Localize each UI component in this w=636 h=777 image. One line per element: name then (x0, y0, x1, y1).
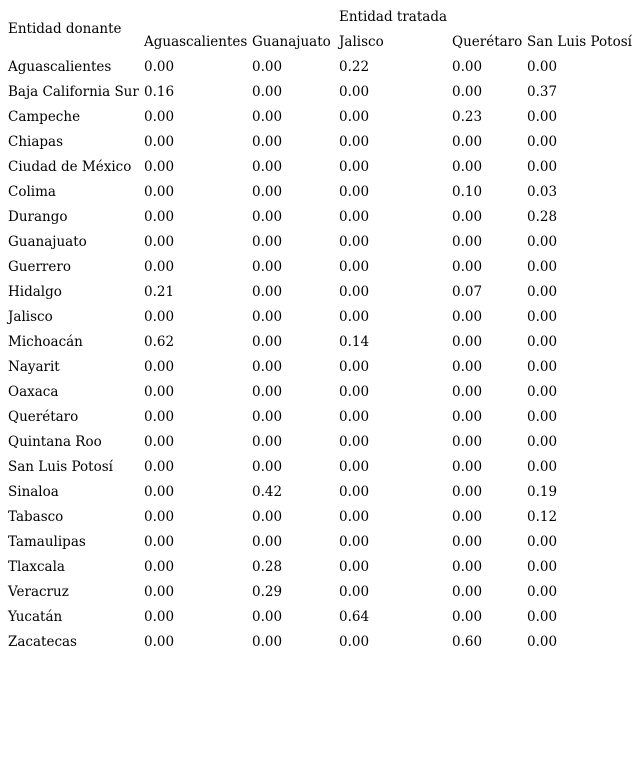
weight-value: 0.00 (452, 159, 483, 175)
weight-value: 0.42 (252, 484, 283, 500)
donor-entity-name: Guerrero (8, 259, 71, 275)
weight-value: 0.12 (527, 509, 558, 525)
weight-value: 0.00 (527, 259, 558, 275)
weight-value: 0.00 (527, 534, 558, 550)
donor-entity-name: Michoacán (8, 334, 83, 350)
weight-value: 0.00 (452, 334, 483, 350)
table-row (0, 230, 636, 255)
weight-value: 0.00 (252, 159, 283, 175)
weight-value: 0.00 (527, 59, 558, 75)
weight-value: 0.00 (252, 184, 283, 200)
table-row (0, 505, 636, 530)
weight-value: 0.62 (144, 334, 175, 350)
weight-value: 0.03 (527, 184, 558, 200)
weight-value: 0.00 (252, 309, 283, 325)
weight-value: 0.00 (339, 134, 370, 150)
table-row (0, 555, 636, 580)
table-row (0, 530, 636, 555)
weight-value: 0.00 (452, 309, 483, 325)
weight-value: 0.00 (527, 309, 558, 325)
donor-entity-name: Tabasco (8, 509, 64, 525)
weight-value: 0.00 (144, 259, 175, 275)
donor-entity-name: Quintana Roo (8, 434, 102, 450)
weight-value: 0.00 (144, 584, 175, 600)
weight-value: 0.00 (527, 559, 558, 575)
weight-value: 0.00 (144, 484, 175, 500)
donor-entity-name: Ciudad de México (8, 159, 132, 175)
donor-entity-name: Durango (8, 209, 68, 225)
weight-value: 0.22 (339, 59, 370, 75)
weight-value: 0.00 (452, 59, 483, 75)
weight-value: 0.00 (252, 209, 283, 225)
weight-value: 0.00 (144, 209, 175, 225)
column-header-queretaro: Querétaro (452, 34, 523, 50)
table-row (0, 80, 636, 105)
weight-value: 0.00 (144, 409, 175, 425)
table-row (0, 205, 636, 230)
weight-value: 0.00 (339, 359, 370, 375)
column-header-san-luis-potosi: San Luis Potosí (527, 34, 632, 50)
weight-value: 0.00 (144, 59, 175, 75)
donor-entity-name: Oaxaca (8, 384, 59, 400)
weight-value: 0.00 (252, 509, 283, 525)
weight-value: 0.00 (527, 159, 558, 175)
weight-value: 0.28 (527, 209, 558, 225)
weight-value: 0.00 (452, 484, 483, 500)
weight-value: 0.00 (252, 384, 283, 400)
table-row (0, 155, 636, 180)
donor-entity-name: Jalisco (8, 309, 53, 325)
weight-value: 0.00 (527, 234, 558, 250)
weight-value: 0.00 (527, 109, 558, 125)
weight-value: 0.00 (252, 259, 283, 275)
weight-value: 0.00 (252, 534, 283, 550)
weight-value: 0.00 (339, 634, 370, 650)
weight-value: 0.00 (452, 509, 483, 525)
table-row (0, 405, 636, 430)
weight-value: 0.00 (452, 384, 483, 400)
weight-value: 0.00 (252, 609, 283, 625)
donor-entity-name: Hidalgo (8, 284, 62, 300)
donor-entity-name: Querétaro (8, 409, 79, 425)
weight-value: 0.00 (452, 359, 483, 375)
weight-value: 0.00 (452, 409, 483, 425)
weight-value: 0.00 (339, 559, 370, 575)
weight-value: 0.00 (527, 584, 558, 600)
weight-value: 0.00 (339, 309, 370, 325)
weight-value: 0.00 (527, 609, 558, 625)
donor-entity-name: Colima (8, 184, 56, 200)
table-row (0, 55, 636, 80)
table-row (0, 630, 636, 655)
weight-value: 0.00 (144, 509, 175, 525)
weight-value: 0.00 (452, 559, 483, 575)
donor-entity-name: Yucatán (8, 609, 63, 625)
table-row (0, 130, 636, 155)
weight-value: 0.00 (144, 384, 175, 400)
weight-value: 0.00 (452, 209, 483, 225)
treated-entity-group-header: Entidad tratada (339, 9, 448, 25)
weight-value: 0.00 (527, 359, 558, 375)
weight-value: 0.00 (527, 384, 558, 400)
weight-value: 0.23 (452, 109, 483, 125)
weight-value: 0.19 (527, 484, 558, 500)
weight-value: 0.07 (452, 284, 483, 300)
weight-value: 0.00 (252, 109, 283, 125)
donor-entity-name: Nayarit (8, 359, 60, 375)
table-row (0, 105, 636, 130)
weight-value: 0.00 (339, 584, 370, 600)
table-row (0, 380, 636, 405)
table-row (0, 355, 636, 380)
weight-value: 0.37 (527, 84, 558, 100)
weight-value: 0.00 (144, 109, 175, 125)
table-row (0, 305, 636, 330)
weight-value: 0.00 (452, 534, 483, 550)
weight-value: 0.00 (452, 609, 483, 625)
weight-value: 0.14 (339, 334, 370, 350)
weight-value: 0.00 (339, 434, 370, 450)
table-row (0, 430, 636, 455)
weight-value: 0.00 (452, 434, 483, 450)
weight-value: 0.00 (339, 384, 370, 400)
donor-entity-name: Zacatecas (8, 634, 77, 650)
table-row (0, 455, 636, 480)
weight-value: 0.00 (339, 284, 370, 300)
weight-value: 0.00 (144, 534, 175, 550)
weight-value: 0.21 (144, 284, 175, 300)
donor-entity-name: Guanajuato (8, 234, 87, 250)
weight-value: 0.00 (144, 559, 175, 575)
weight-value: 0.00 (452, 84, 483, 100)
weight-value: 0.00 (144, 609, 175, 625)
weight-value: 0.00 (527, 459, 558, 475)
weight-value: 0.00 (527, 434, 558, 450)
weight-value: 0.00 (527, 134, 558, 150)
table-row (0, 255, 636, 280)
weight-value: 0.00 (252, 459, 283, 475)
donor-entity-name: Campeche (8, 109, 81, 125)
weight-value: 0.00 (144, 459, 175, 475)
table-row (0, 580, 636, 605)
weight-value: 0.28 (252, 559, 283, 575)
weight-value: 0.00 (339, 409, 370, 425)
weight-value: 0.00 (527, 409, 558, 425)
weight-value: 0.00 (452, 134, 483, 150)
weight-value: 0.00 (452, 459, 483, 475)
weight-value: 0.00 (339, 159, 370, 175)
weight-value: 0.00 (339, 259, 370, 275)
weight-value: 0.00 (452, 259, 483, 275)
weight-value: 0.60 (452, 634, 483, 650)
column-header-guanajuato: Guanajuato (252, 34, 331, 50)
weight-value: 0.10 (452, 184, 483, 200)
table-row (0, 605, 636, 630)
weight-value: 0.00 (339, 534, 370, 550)
weight-value: 0.29 (252, 584, 283, 600)
table-row (0, 280, 636, 305)
donor-entity-header: Entidad donante (8, 21, 122, 37)
weight-value: 0.00 (339, 184, 370, 200)
weight-value: 0.00 (144, 434, 175, 450)
weight-value: 0.00 (252, 334, 283, 350)
table-row (0, 180, 636, 205)
donor-entity-name: Veracruz (8, 584, 69, 600)
weight-value: 0.00 (144, 634, 175, 650)
weight-value: 0.00 (339, 484, 370, 500)
weight-value: 0.00 (339, 234, 370, 250)
donor-entity-name: Baja California Sur (8, 84, 139, 100)
weight-value: 0.00 (144, 184, 175, 200)
weight-value: 0.00 (252, 59, 283, 75)
weight-value: 0.00 (144, 234, 175, 250)
weight-value: 0.00 (339, 509, 370, 525)
donor-entity-name: Chiapas (8, 134, 64, 150)
donor-entity-name: San Luis Potosí (8, 459, 113, 475)
weight-value: 0.16 (144, 84, 175, 100)
weight-value: 0.00 (252, 359, 283, 375)
weight-value: 0.00 (339, 209, 370, 225)
weight-value: 0.00 (252, 84, 283, 100)
weight-value: 0.00 (252, 134, 283, 150)
weight-value: 0.00 (252, 434, 283, 450)
column-header-jalisco: Jalisco (339, 34, 384, 50)
weight-value: 0.00 (144, 134, 175, 150)
donor-entity-name: Sinaloa (8, 484, 59, 500)
weight-value: 0.00 (527, 284, 558, 300)
weight-value: 0.64 (339, 609, 370, 625)
weight-value: 0.00 (144, 359, 175, 375)
donor-entity-name: Aguascalientes (8, 59, 112, 75)
donor-entity-name: Tamaulipas (8, 534, 86, 550)
weight-value: 0.00 (339, 109, 370, 125)
weight-value: 0.00 (144, 309, 175, 325)
weight-value: 0.00 (527, 334, 558, 350)
weight-value: 0.00 (252, 634, 283, 650)
weight-value: 0.00 (452, 584, 483, 600)
weight-value: 0.00 (339, 84, 370, 100)
table-body (0, 55, 636, 655)
table-row (0, 330, 636, 355)
table-row (0, 480, 636, 505)
donor-entity-name: Tlaxcala (8, 559, 65, 575)
weight-value: 0.00 (252, 234, 283, 250)
column-header-aguascalientes: Aguascalientes (144, 34, 248, 50)
weight-value: 0.00 (452, 234, 483, 250)
weight-value: 0.00 (252, 284, 283, 300)
weight-value: 0.00 (339, 459, 370, 475)
weight-value: 0.00 (144, 159, 175, 175)
weight-value: 0.00 (252, 409, 283, 425)
weight-value: 0.00 (527, 634, 558, 650)
